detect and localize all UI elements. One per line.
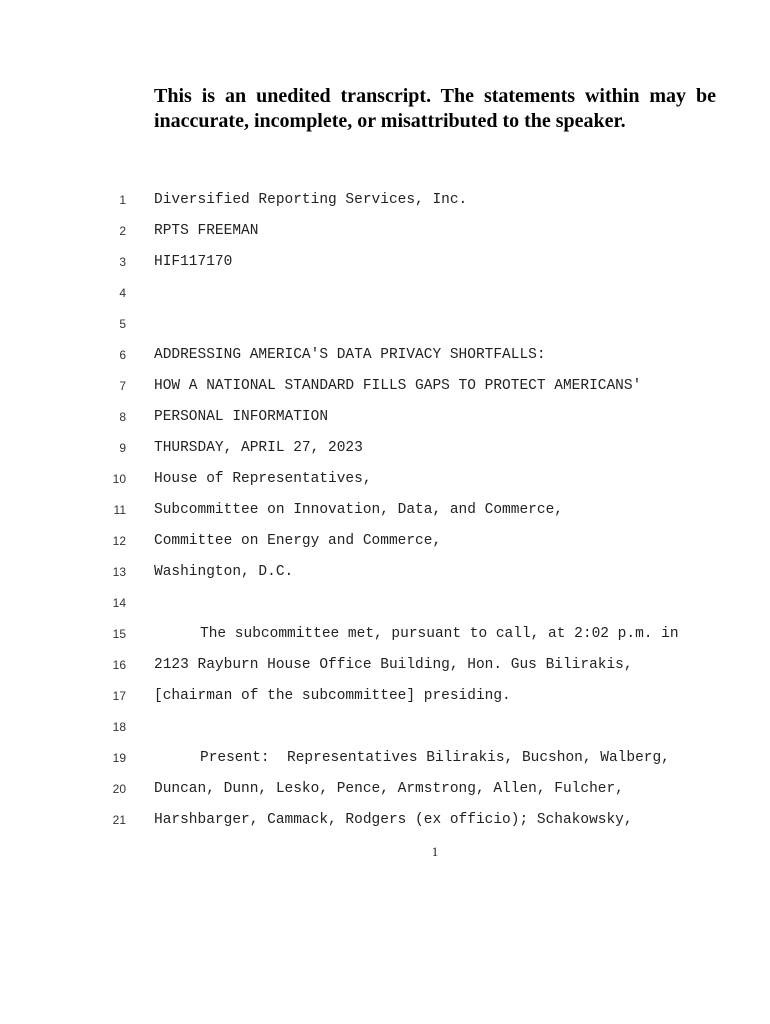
page-number: 1 [431, 844, 439, 859]
line-number: 14 [112, 596, 126, 610]
line-number: 2 [119, 224, 126, 238]
line-number: 9 [119, 441, 126, 455]
transcript-line [0, 185, 770, 216]
transcript-line [0, 371, 770, 402]
line-text: Harshbarger, Cammack, Rodgers (ex officio); Schakowsky, [154, 812, 633, 828]
line-text: HOW A NATIONAL STANDARD FILLS GAPS TO PROTECT AMERICANS' [154, 378, 642, 394]
line-number: 8 [119, 410, 126, 424]
line-number: 20 [112, 782, 126, 796]
line-text: The subcommittee met, pursuant to call, at 2:02 p.m. in [200, 626, 679, 642]
line-text: House of Representatives, [154, 471, 372, 487]
line-text: Diversified Reporting Services, Inc. [154, 192, 468, 208]
transcript-lines [0, 185, 770, 836]
transcript-line [0, 495, 770, 526]
line-number: 7 [119, 379, 126, 393]
transcript-line [0, 650, 770, 681]
line-number: 12 [112, 534, 126, 548]
line-number: 21 [112, 813, 126, 827]
line-number: 4 [119, 286, 126, 300]
line-number: 6 [119, 348, 126, 362]
line-text: PERSONAL INFORMATION [154, 409, 329, 425]
line-text: HIF117170 [154, 254, 233, 270]
line-text: [chairman of the subcommittee] presiding. [154, 688, 511, 704]
disclaimer-text: This is an unedited transcript. The statements within may be inaccurate, incomplete, or misattributed to the speaker. [154, 85, 716, 132]
line-number: 5 [119, 317, 126, 331]
line-number: 11 [113, 503, 126, 517]
line-text: Present: Representatives Bilirakis, Bucshon, Walberg, [200, 750, 670, 766]
transcript-line [0, 588, 770, 619]
line-text: THURSDAY, APRIL 27, 2023 [154, 440, 363, 456]
transcript-line [0, 712, 770, 743]
line-number: 16 [112, 658, 126, 672]
transcript-line [0, 743, 770, 774]
line-number: 19 [112, 751, 126, 765]
transcript-line [0, 557, 770, 588]
line-text: Subcommittee on Innovation, Data, and Commerce, [154, 502, 563, 518]
line-text: RPTS FREEMAN [154, 223, 259, 239]
transcript-line [0, 247, 770, 278]
line-number: 17 [112, 689, 126, 703]
line-text: 2123 Rayburn House Office Building, Hon. Gus Bilirakis, [154, 657, 633, 673]
line-text: Duncan, Dunn, Lesko, Pence, Armstrong, Allen, Fulcher, [154, 781, 624, 797]
line-number: 3 [119, 255, 126, 269]
line-number: 10 [112, 472, 126, 486]
transcript-line [0, 340, 770, 371]
transcript-line [0, 216, 770, 247]
line-number: 18 [112, 720, 126, 734]
transcript-line [0, 433, 770, 464]
transcript-line [0, 402, 770, 433]
line-text: Washington, D.C. [154, 564, 294, 580]
line-number: 13 [112, 565, 126, 579]
transcript-line [0, 278, 770, 309]
line-number: 15 [112, 627, 126, 641]
transcript-line [0, 774, 770, 805]
transcript-line [0, 464, 770, 495]
line-number: 1 [119, 193, 126, 207]
transcript-line [0, 619, 770, 650]
transcript-line [0, 526, 770, 557]
line-text: ADDRESSING AMERICA'S DATA PRIVACY SHORTFALLS: [154, 347, 546, 363]
transcript-line [0, 309, 770, 340]
transcript-line [0, 681, 770, 712]
transcript-line [0, 805, 770, 836]
line-text: Committee on Energy and Commerce, [154, 533, 442, 549]
